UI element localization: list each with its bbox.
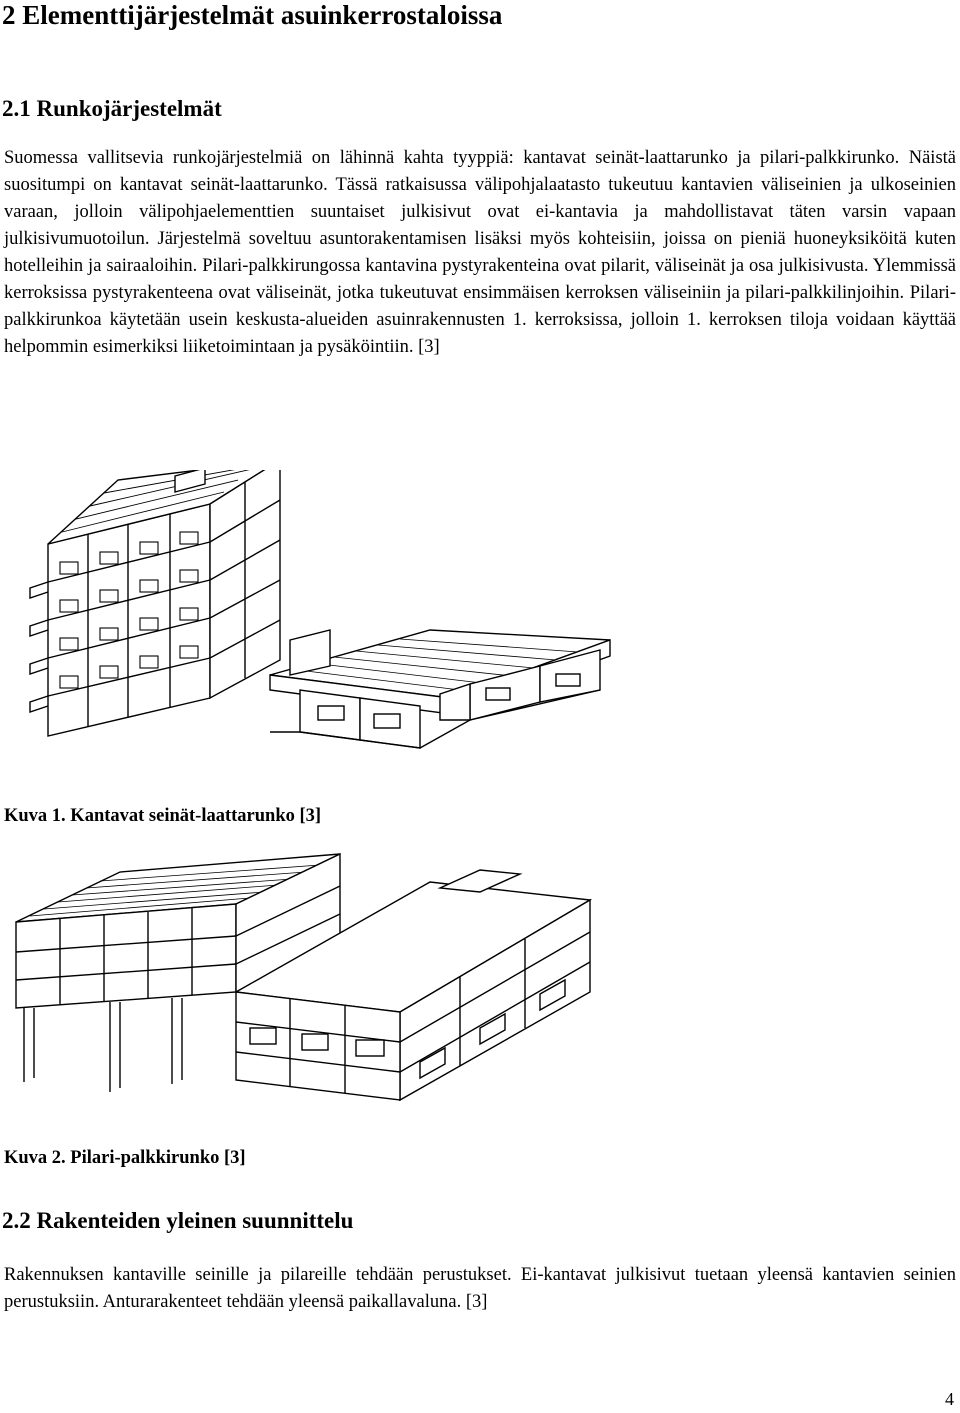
section-2-1-paragraph: Suomessa vallitsevia runkojärjestelmiä on lähinnä kahta tyyppiä: kantavat seinät-laattarunko ja pilari-palkkirunko. Näistä suositumpi on kantavat seinät-laattarunko. Tässä ratkaisussa välipohjalaatasto tukeutuu kantavien väliseinien ja ulkoseinien varaan, jolloin välipohjaelementtien suuntaiset julkisivut ovat ei-kantavia ja mahdollistavat täten varsin vapaan julkisivumuotoilun. Järjestelmä soveltuu asuntorakentamisen lisäksi myös kohteisiin, joissa on pieniä huoneyksiköitä kuten hotelleihin ja sairaaloihin. Pilari-palkkirungossa kantavina pystyrakenteina ovat pilarit, väliseinät ja osa julkisivusta. Ylemmissä kerroksissa pystyrakenteena ovat väliseinät, jotka tukeutuvat ensimmäisen kerroksen väliseiniin ja pilari-palkkilinjoihin. Pilari-palkkirunkoa käytetään usein keskusta-alueiden asuinrakennusten 1. kerroksissa, jolloin 1. kerroksen tiloja voidaan käyttää helpommin esimerkiksi liiketoimintaan ja pysäköintiin. [3] (4, 148, 956, 357)
section-heading-2-1: 2.1 Runkojärjestelmät (2, 96, 222, 121)
figure-1-caption: Kuva 1. Kantavat seinät-laattarunko [3] (4, 806, 322, 826)
chapter-title: 2 Elementtijärjestelmät asuinkerrostaloissa (2, 0, 503, 30)
page-number: 4 (945, 1389, 954, 1409)
figure-1-illustration (0, 470, 620, 770)
figure-2-illustration (0, 852, 640, 1114)
section-heading-2-2: 2.2 Rakenteiden yleinen suunnittelu (2, 1208, 354, 1233)
figure-2-caption: Kuva 2. Pilari-palkkirunko [3] (4, 1148, 246, 1168)
section-2-2-paragraph: Rakennuksen kantaville seinille ja pilareille tehdään perustukset. Ei-kantavat julkisivut tuetaan yleensä kantavien seinien perustuksiin. Anturarakenteet tehdään yleensä paikallavaluna. [3] (4, 1265, 956, 1312)
